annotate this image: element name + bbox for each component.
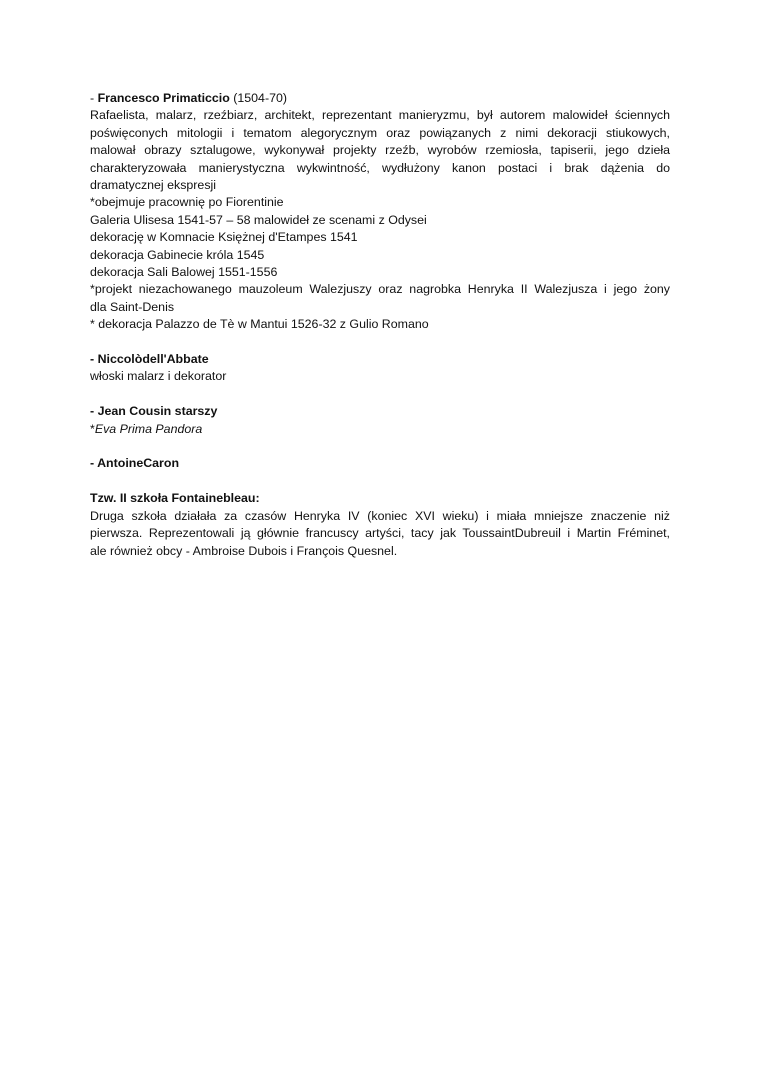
caron-heading: - AntoineCaron <box>90 456 180 471</box>
cousin-work-prefix: * <box>90 421 95 436</box>
primaticcio-work-item: dekoracja Gabinecie króla 1545 <box>90 247 265 262</box>
second-school-heading: Tzw. II szkoła Fontainebleau: <box>90 491 260 506</box>
primaticcio-years: (1504-70) <box>229 91 287 105</box>
primaticcio-heading <box>90 90 670 107</box>
primaticcio-palazzo-item: * dekoracja Palazzo de Tè w Mantui 1526-32 z Gulio Romano <box>90 317 429 332</box>
paragraph-gap <box>90 438 670 455</box>
primaticcio-description-line: Rafaelista, malarz, rzeźbiarz, architekt, reprezentant manieryzmu, był autorem malowideł ściennych <box>90 108 670 123</box>
primaticcio-description-line: dramatycznej ekspresji <box>90 178 217 193</box>
primaticcio-work-item: dekoracja Sali Balowej 1551-1556 <box>90 265 278 280</box>
primaticcio-work-item: dekorację w Komnacie Księżnej d'Etampes 1541 <box>90 230 358 245</box>
paragraph-gap <box>90 386 670 403</box>
primaticcio-work-item: *obejmuje pracownię po Fiorentinie <box>90 195 284 210</box>
primaticcio-description-line: charakteryzowała manierystyczna wykwintność, wydłużony kanon postaci i brak dążenia do <box>90 160 670 175</box>
cousin-work <box>90 421 670 438</box>
paragraph-gap <box>90 473 670 490</box>
primaticcio-prefix: - <box>90 91 98 105</box>
primaticcio-work-item: Galeria Ulisesa 1541-57 – 58 malowideł ze scenami z Odysei <box>90 212 427 227</box>
cousin-work-title: Eva Prima Pandora <box>94 421 203 436</box>
abbate-heading: - Niccolòdell'Abbate <box>90 352 209 367</box>
second-school-line: Druga szkoła działała za czasów Henryka IV (koniec XVI wieku) i miała mniejsze znaczenie niż <box>90 508 670 523</box>
second-school-line: ale również obcy - Ambroise Dubois i François Quesnel. <box>90 543 398 558</box>
abbate-description: włoski malarz i dekorator <box>90 369 227 384</box>
document-body <box>90 90 670 560</box>
primaticcio-mausoleum-line: *projekt niezachowanego mauzoleum Walezjuszy oraz nagrobka Henryka II Walezjusza i jego żony <box>90 282 670 297</box>
cousin-heading: - Jean Cousin starszy <box>90 404 218 419</box>
primaticcio-mausoleum-line: dla Saint-Denis <box>90 299 175 314</box>
primaticcio-description-line: malował obrazy sztalugowe, wykonywał projekty rzeźb, wyrobów rzemiosła, tapiserii, jego dzieła <box>90 143 670 158</box>
paragraph-gap <box>90 334 670 351</box>
second-school-line: pierwsza. Reprezentowali ją głównie francuscy artyści, tacy jak ToussaintDubreuil i Martin Fréminet, <box>90 526 670 541</box>
primaticcio-name: Francesco Primaticcio <box>97 91 230 105</box>
primaticcio-description-line: poświęconych mitologii i tematom alegorycznym oraz powiązanych z nimi dekoracji stiukowych, <box>90 125 670 140</box>
